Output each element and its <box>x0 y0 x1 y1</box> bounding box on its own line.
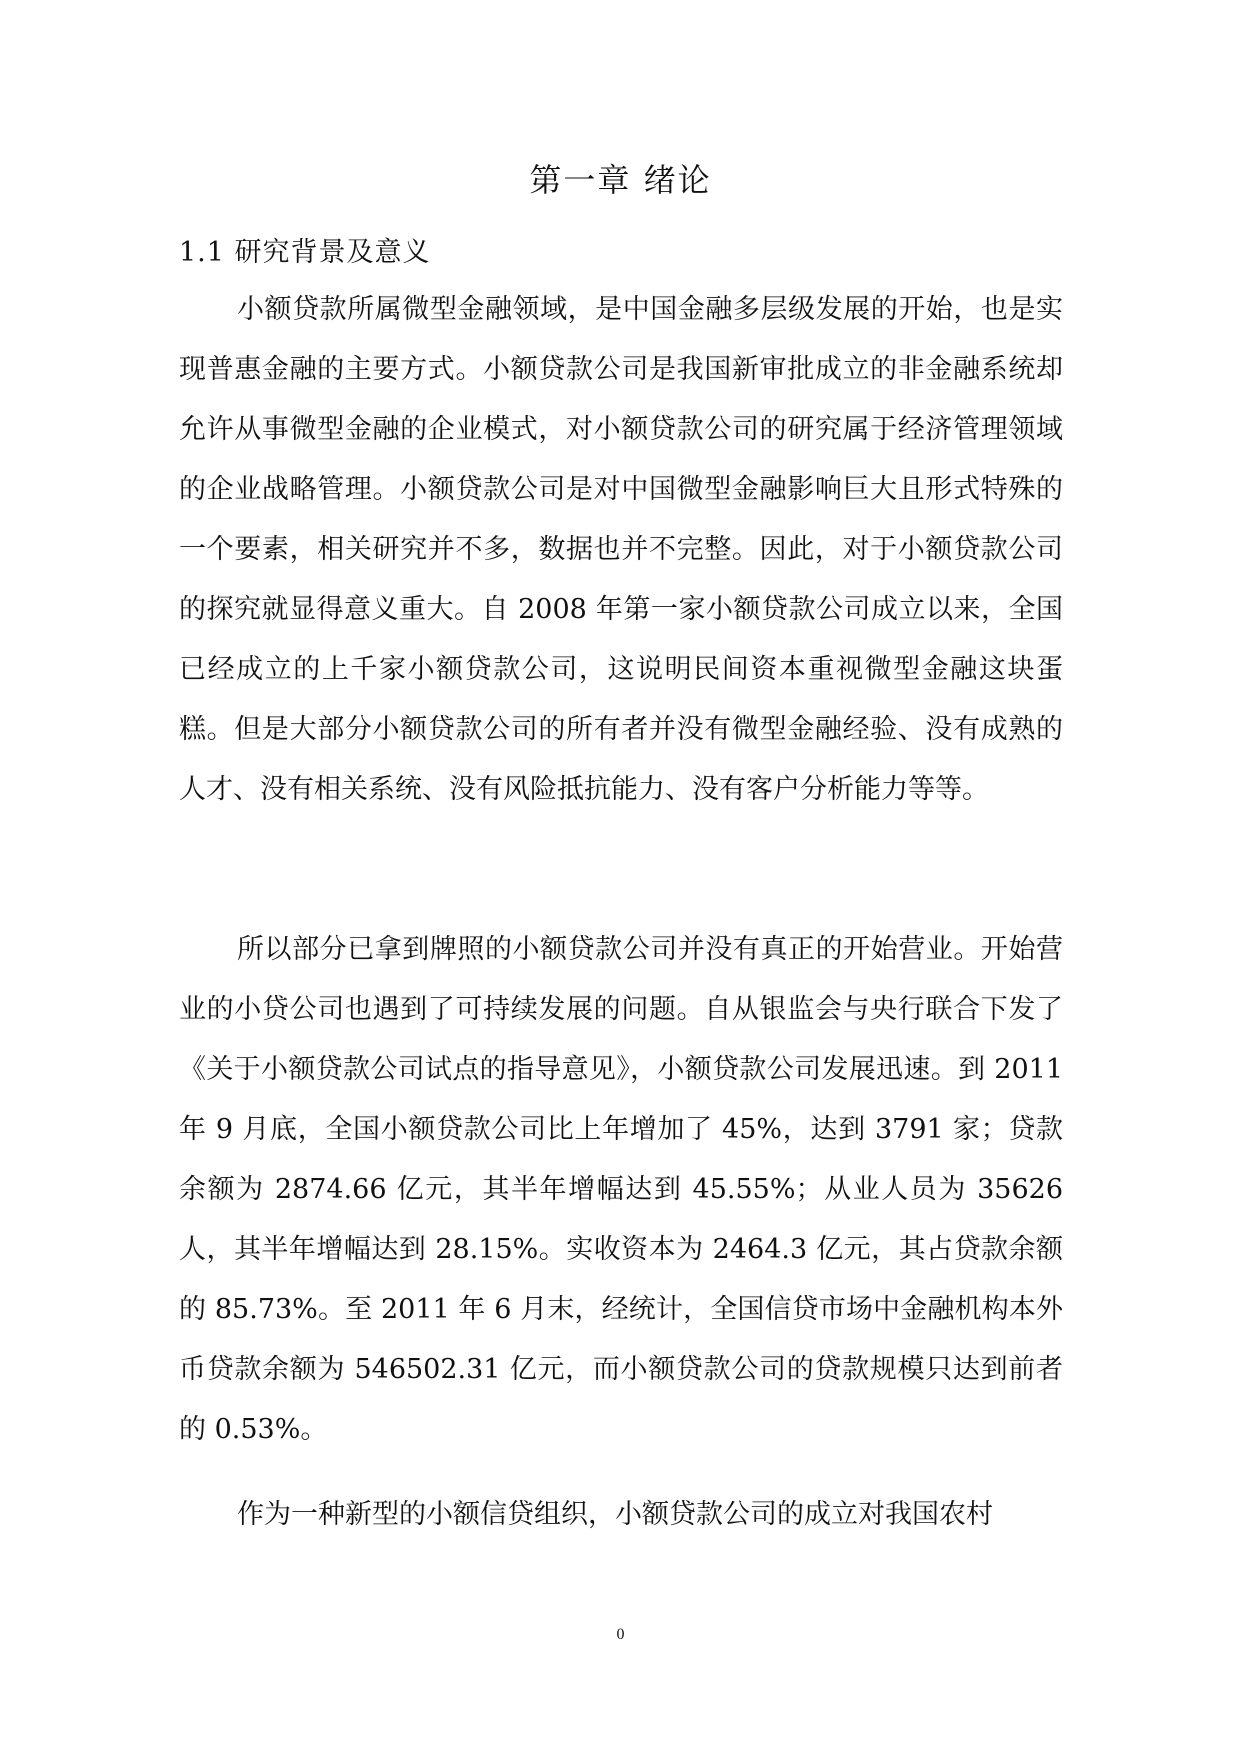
body-paragraph: 作为一种新型的小额信贷组织，小额贷款公司的成立对我国农村 <box>237 1499 993 1530</box>
body-paragraph: 小额贷款所属微型金融领域，是中国金融多层级发展的开始，也是实现普惠金融的主要方式。小额贷款公司是我国新审批成立的非金融系统却允许从事微型金融的企业模式，对小额贷款公司的研究属于经济管理领域的企业战略管理。小额贷款公司是对中国微型金融影响巨大且形式特殊的一个要素，相关研究并不多，数据也并不完整。因此，对于小额贷款公司的探究就显得意义重大。自 2008 年第一家小额贷款公司成立以来，全国已经成立的上千家小额贷款公司，这说明民间资本重视微型金融这块蛋糕。但是大部分小额贷款公司的所有者并没有微型金融经验、没有成熟的人才、没有相关系统、没有风险抵抗能力、没有客户分析能力等等。 <box>179 294 1063 805</box>
body-paragraph: 所以部分已拿到牌照的小额贷款公司并没有真正的开始营业。开始营业的小贷公司也遇到了可持续发展的问题。自从银监会与央行联合下发了《关于小额贷款公司试点的指导意见》，小额贷款公司发展迅速。到 2011 年 9 月底，全国小额贷款公司比上年增加了 45%，达到 3791 家；贷款余额为 2874.66 亿元，其半年增幅达到 45.55%；从业人员为 35626 人，其半年增幅达到 28.15%。实收资本为 2464.3 亿元，其占贷款余额的 85.73%。至 2011 年 6 月末，经统计，全国信贷市场中金融机构本外币贷款余额为 546502.31 亿元，而小额贷款公司的贷款规模只达到前者的 0.53%。 <box>179 934 1063 1445</box>
section-heading: 1.1 研究背景及意义 <box>179 237 431 268</box>
page-number: 0 <box>616 1626 625 1643</box>
chapter-title: 第一章 绪论 <box>529 161 712 199</box>
